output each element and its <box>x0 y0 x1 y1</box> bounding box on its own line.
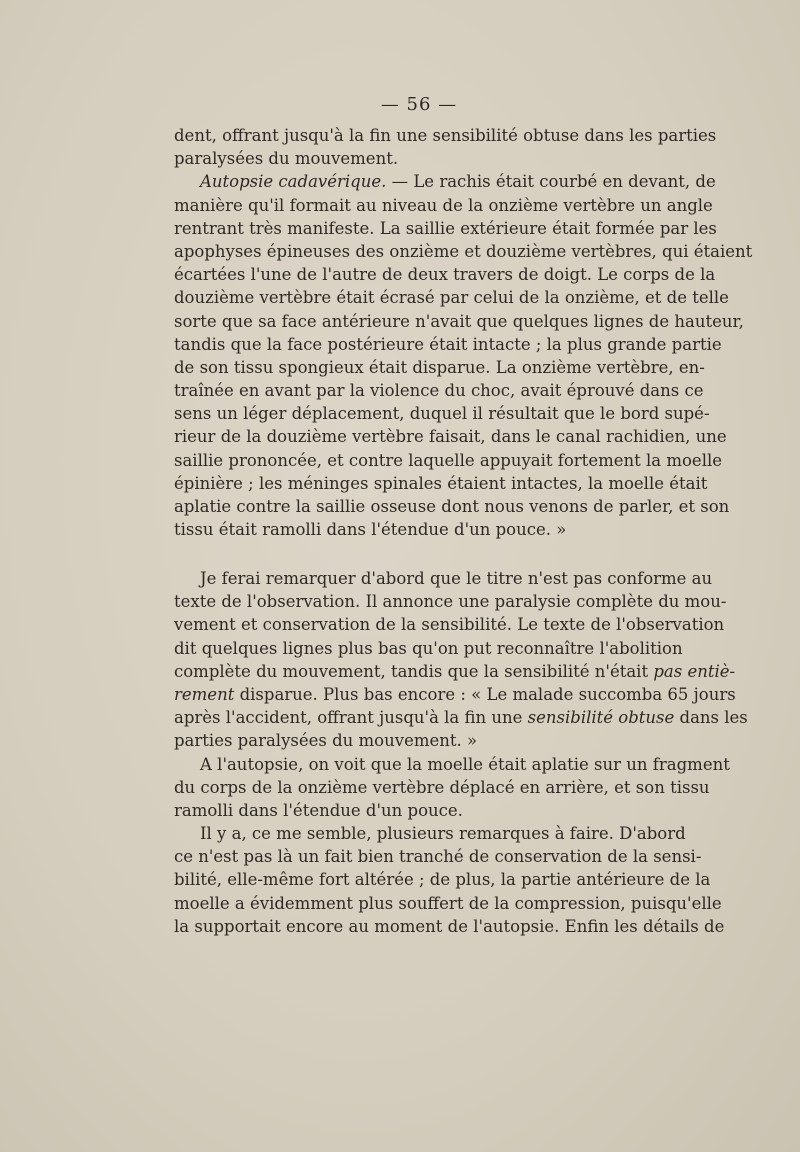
line-text: ramolli dans l'étendue d'un pouce. <box>174 800 463 820</box>
text-line <box>174 637 683 660</box>
text-line <box>174 776 710 799</box>
line-text: tandis que la face postérieure était intacte ; la plus grande partie <box>174 334 722 354</box>
line-text: dans les <box>674 708 748 728</box>
line-text: Il y a, ce me semble, plusieurs remarques à faire. D'abord <box>200 824 686 844</box>
text-line <box>174 333 722 356</box>
text-block-commentary <box>174 567 748 938</box>
text-line <box>174 590 727 613</box>
text-line <box>174 753 730 776</box>
text-line <box>174 892 722 915</box>
line-text: écartées l'une de l'autre de deux travers de doigt. Le corps de la <box>174 265 716 285</box>
line-text: dent, offrant jusqu'à la fin une sensibilité obtuse dans les parties <box>174 126 717 145</box>
italic-text: pas entiè- <box>653 661 736 681</box>
line-text: rieur de la douzième vertèbre faisait, dans le canal rachidien, une <box>174 427 727 447</box>
line-text: épinière ; les méninges spinales étaient intactes, la moelle était <box>174 473 708 493</box>
text-line <box>174 799 678 822</box>
text-line <box>174 845 702 868</box>
text-line <box>174 495 730 518</box>
text-line <box>174 356 705 379</box>
line-text: traînée en avant par la violence du choc, avait éprouvé dans ce <box>174 381 704 401</box>
text-line <box>174 402 710 425</box>
text-line <box>174 194 713 217</box>
text-line <box>174 915 725 938</box>
text-line <box>174 567 713 590</box>
line-text: la supportait encore au moment de l'autopsie. Enfin les détails de <box>174 916 725 936</box>
line-text: après l'accident, offrant jusqu'à la fin une <box>174 708 528 728</box>
line-text: A l'autopsie, on voit que la moelle était aplatie sur un fragment <box>200 754 730 774</box>
line-text: manière qu'il formait au niveau de la onzième vertèbre un angle <box>174 195 713 215</box>
text-line <box>174 729 678 752</box>
text-line <box>174 472 708 495</box>
line-text: texte de l'observation. Il annonce une paralysie complète du mou- <box>174 592 727 612</box>
line-text: parties paralysées du mouvement. » <box>174 731 478 751</box>
line-text: complète du mouvement, tandis que la sensibilité n'était <box>174 661 654 681</box>
italic-text: sensibilité obtuse <box>527 708 675 728</box>
line-text: aplatie contre la saillie osseuse dont nous venons de parler, et son <box>174 497 730 516</box>
line-text: de son tissu spongieux était disparue. La onzième vertèbre, en- <box>174 357 705 377</box>
line-text: moelle a évidemment plus souffert de la compression, puisqu'elle <box>174 893 722 913</box>
line-text: du corps de la onzième vertèbre déplacé en arrière, et son tissu <box>174 777 710 797</box>
text-line <box>174 868 711 891</box>
line-text: rentrant très manifeste. La saillie extérieure était formée par les <box>174 218 717 238</box>
line-text: disparue. Plus bas encore : « Le malade succomba 65 jours <box>234 684 736 704</box>
line-text: tissu était ramolli dans l'étendue d'un pouce. » <box>174 520 567 540</box>
text-line <box>174 683 736 706</box>
line-text: Je ferai remarquer d'abord que le titre n'est pas conforme au <box>200 569 713 588</box>
text-line <box>174 170 716 193</box>
text-line <box>174 425 727 448</box>
text-line <box>174 286 729 309</box>
text-line <box>174 124 717 147</box>
line-text: ce n'est pas là un fait bien tranché de conservation de la sensi- <box>174 847 702 867</box>
italic-text: rement <box>174 684 235 704</box>
italic-text: Autopsie cadavérique. <box>200 172 387 192</box>
line-text: — Le rachis était courbé en devant, de <box>386 172 716 192</box>
text-line <box>174 147 678 170</box>
text-line <box>174 263 716 286</box>
text-line <box>174 310 744 333</box>
page-number: — 56 — <box>380 94 458 115</box>
text-line <box>174 613 725 636</box>
line-text: saillie prononcée, et contre laquelle appuyait fortement la moelle <box>174 450 723 470</box>
line-text: sens un léger déplacement, duquel il résultait que le bord supé- <box>174 404 710 424</box>
line-text: dit quelques lignes plus bas qu'on put reconnaître l'abolition <box>174 638 683 658</box>
text-line <box>174 379 704 402</box>
text-line <box>174 449 723 472</box>
line-text: apophyses épineuses des onzième et douzième vertèbres, qui étaient <box>174 241 753 261</box>
line-text: douzième vertèbre était écrasé par celui de la onzième, et de telle <box>174 288 729 308</box>
line-text: bilité, elle-même fort altérée ; de plus, la partie antérieure de la <box>174 870 711 890</box>
text-line <box>174 240 753 263</box>
text-line <box>174 217 717 240</box>
line-text: vement et conservation de la sensibilité. Le texte de l'observation <box>174 615 725 635</box>
text-line <box>174 822 686 845</box>
text-line <box>174 706 748 729</box>
text-block-case-report <box>174 124 753 541</box>
text-line <box>174 660 736 683</box>
line-text: paralysées du mouvement. <box>174 149 399 169</box>
text-line <box>174 518 678 541</box>
line-text: sorte que sa face antérieure n'avait que quelques lignes de hauteur, <box>174 311 744 331</box>
